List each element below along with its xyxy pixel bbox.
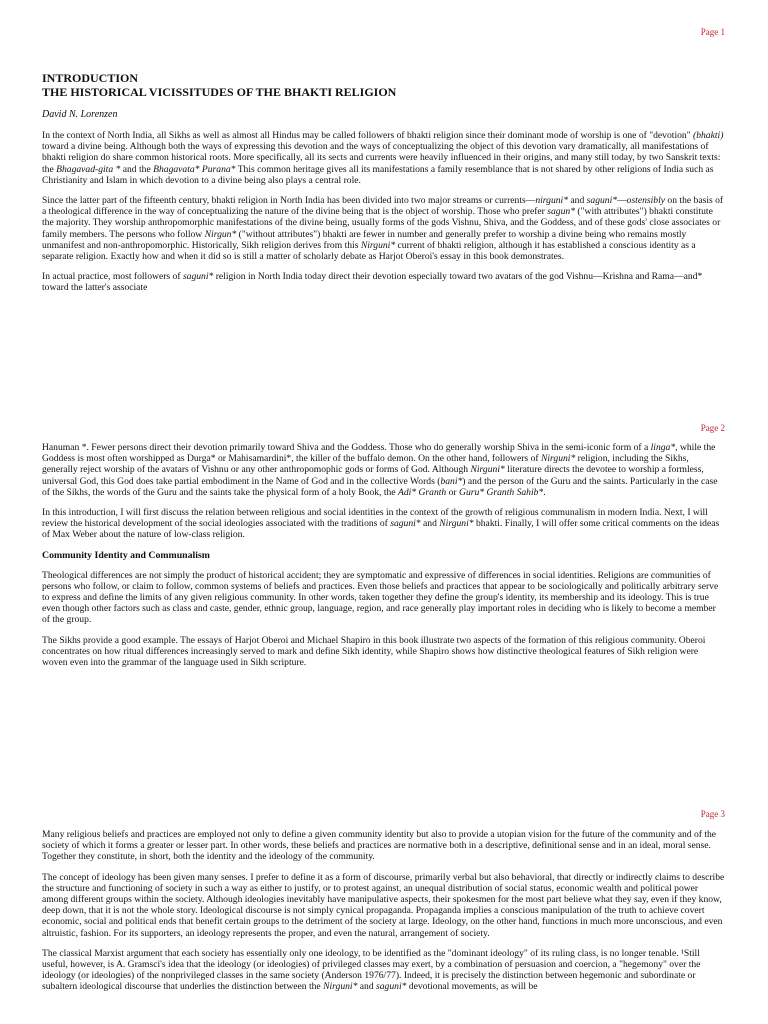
italic-text: sagun* <box>547 206 575 218</box>
text-run: The Sikhs provide a good example. The essays of Harjot Oberoi and Michael Shapiro in this book illustrate two aspects of the formation of this religious community. Oberoi concentrates on how ritual differences increasingly served to mark and define Sikh identity, while Shapiro shows how distinctive theological features of Sikh religion were woven even into the grammar of the language used in Sikh scripture. <box>42 634 706 669</box>
page-2-body <box>42 442 726 677</box>
chapter-title-line-1: INTRODUCTION <box>42 71 139 85</box>
page-3-body <box>42 829 726 1002</box>
text-run: religion, including the Sikhs, generally reject worship of the avatars of Vishnu or any other anthropomophic gods or forms of God. Although <box>42 453 689 476</box>
text-run: In the context of North India, all Sikhs as well as almost all Hindus may be called followers of bhakti religion since their dominant mode of worship is one of "devotion" <box>42 130 694 141</box>
text-run: . <box>543 486 546 498</box>
text-run: The concept of ideology has been given many senses. I prefer to define it as a form of discourse, primarily verbal but also behavioral, that directly or indirectly claims to describe the structure and functioning of society in such a way as either to justify, or to protest against, an unequal distribution of social status, economic wealth and political power among different groups within the society. Although ideologies inevitably have manipulative aspects, their spokesmen for the most part believe what they say, even if they know, deep down, that it is not the whole story. Ideological discourse is not simply cynical propaganda. Propaganda implies a conscious manipulation of the truth to achieve covert economic, social and political ends that benefit certain groups to the detriment of the society at large. Ideology, on the other hand, functions in much more unconscious, and even altruistic, fashion. For its supporters, an ideology represents the proper, and even the natural, arrangement of society. <box>42 871 725 939</box>
page-number: Page 1 <box>700 27 725 37</box>
text-run: Since the latter part of the fifteenth century, bhakti religion in North India has been divided into two major streams or currents— <box>42 195 536 207</box>
paragraph <box>42 130 726 186</box>
text-run: Hanuman *. Fewer persons direct their devotion primarily toward Shiva and the Goddess. Those who do generally worship Shiva in the semi-iconic form of a <box>42 442 651 453</box>
text-run: devotional movements, as will be <box>406 981 538 993</box>
italic-text: Guru* Granth Sahib* <box>459 486 544 498</box>
paragraph <box>42 635 726 669</box>
italic-text: saguni* <box>390 518 421 530</box>
author-name: David N. Lorenzen <box>42 109 118 120</box>
page-2-paragraphs <box>42 442 726 541</box>
paragraph <box>42 570 726 626</box>
page-3-paragraphs <box>42 829 726 993</box>
italic-text: Nirguni* <box>439 518 474 530</box>
page-number: Page 2 <box>700 423 725 433</box>
italic-text: Nirguni* <box>540 453 576 465</box>
section-heading: Community Identity and Communalism <box>42 549 210 561</box>
text-run: and <box>568 195 587 207</box>
chapter-title-line-2: THE HISTORICAL VICISSITUDES OF THE BHAKTI RELIGION <box>42 84 397 99</box>
paragraph <box>42 507 726 541</box>
text-run: ) and the person of the Guru and the saints. Particularly in the case of the Sikhs, the words of the Guru and the saints take the physical form of a holy Book, the <box>42 475 718 498</box>
text-run: In actual practice, most followers of <box>42 271 183 283</box>
italic-text: Nirguni* <box>470 464 505 476</box>
paragraph <box>42 271 726 293</box>
text-run: literature directs the devotee to worship a formless, universal God, this God does take partial embodiment in the Name of God and in the collective Words ( <box>42 464 704 487</box>
italic-text: Nirguni* <box>323 981 358 993</box>
page-1-body <box>42 72 726 303</box>
italic-text: linga* <box>650 442 676 453</box>
paragraph <box>42 195 726 262</box>
text-run: In this introduction, I will first discuss the relation between religious and social identities in the context of the growth of religious communalism in modern India. Next, I will review the historical development of the social ideologies associated with the traditions of <box>42 507 708 530</box>
text-run: This common heritage gives all its manifestations a family resemblance that is not shared by other religions of India such as Christianity and Islam in which devotion to a divine being also plays a central role. <box>42 163 714 186</box>
italic-text: (bhakti) <box>693 130 724 141</box>
text-run: Many religious beliefs and practices are employed not only to define a given community identity but also to provide a utopian vision for the future of the community and of the society of which it forms a greater or lesser part. In other words, these beliefs and practices are normative both in a descriptive, definitional sense and in an ideal, moral sense. Together they constitute, in short, both the identity and the ideology of the community. <box>42 829 717 863</box>
text-run: religion in North India today direct their devotion especially toward two avatars of the god Vishnu—Krishna and Rama—and* toward the latter's associate <box>42 271 703 294</box>
italic-text: Bhagavata* Purana* <box>153 163 236 175</box>
text-run: or <box>446 486 460 498</box>
text-run: toward a divine being. Although both the ways of expressing this devotion and the ways of conceptualizing the object of this devotion vary dramatically, all manifestations of bhakti religion do share common historical roots. More specifically, all its sects and currents were heavily influenced in their origins, and many still today, by two Sanskrit texts: the <box>42 141 721 175</box>
text-run: ("with attributes") bhakti constitute the majority. They worship anthropomorphic manifestations of the divine being, usually forms of the gods Vishnu, Shiva, and the Goddess, and of these gods' close associates or family members. The persons who follow <box>42 206 721 240</box>
italic-text: Nirguni* <box>360 239 396 251</box>
italic-text: nirguni* <box>535 195 569 207</box>
italic-text: Adi* Granth <box>397 486 447 498</box>
text-run: — <box>617 195 627 207</box>
text-run: current of bhakti religion, although it has established a conscious identity as a separate religion. Exactly how and when it did so is still a matter of scholarly debate as Harjot Oberoi's essay in this book demonstrates. <box>42 239 696 263</box>
italic-text: saguni* <box>376 981 407 993</box>
page-number: Page 3 <box>700 809 725 819</box>
paragraph <box>42 829 726 863</box>
text-run: and <box>420 518 440 530</box>
italic-text: Bhagavad-gita * <box>56 163 121 175</box>
text-run: Theological differences are not simply the product of historical accident; they are symptomatic and expressive of differences in social identities. Religions are communities of persons who follow, or claim to follow, common systems of beliefs and practices. Even those beliefs and practices that appear to be sociologically and politically arbitrary serve to express and define the limits of any given religious community. In other words, taken together they define the group's identity, its membership and its ideology. This is true even though other factors such as class and caste, gender, ethnic group, language, region, and race generally play important roles in deciding who is likely to become a member of the group. <box>42 569 719 626</box>
text-run: and <box>357 981 377 993</box>
text-run: The classical Marxist argument that each society has essentially only one ideology, to be identified as the "dominant ideology" of its ruling class, is no longer tenable. ¹Still useful, however, is A. Gramsci's idea that the ideology (or ideologies) of privileged classes may exert, by a combination of persuasion and coercion, a "hegemony" over the ideology (or ideologies) of the nonprivileged classes in the same society (Anderson 1976/77). Indeed, it is precisely the distinction between hegemonic and subordinate or subaltern ideological discourse that underlies the distinction between the <box>42 947 701 993</box>
paragraph <box>42 442 726 498</box>
text-run: bhakti. Finally, I will offer some critical comments on the ideas of Max Weber about the nature of low-class religion. <box>42 518 720 541</box>
italic-text: saguni* <box>182 271 214 283</box>
paragraph <box>42 872 726 939</box>
italic-text: bani* <box>440 475 463 487</box>
italic-text: saguni* <box>586 195 618 207</box>
italic-text: ostensibly <box>626 195 666 207</box>
text-run: , while the Goddess is most often worshipped as Durga* or Mahisamardini*, the killer of the buffalo demon. On the other hand, followers of <box>42 442 716 465</box>
paragraph <box>42 948 726 993</box>
text-run: ("without attributes") bhakti are fewer in number and generally prefer to worship a divine being who remains mostly unmanifest and non-anthropomorphic. Historically, Sikh religion derives from this <box>42 228 687 251</box>
page-2-paragraphs-after <box>42 570 726 669</box>
text-run: on the basis of a theological difference in the way of conceptualizing the nature of the divine being that is the object of worship. Those who prefer <box>42 195 724 218</box>
page-1-paragraphs <box>42 130 726 294</box>
text-run: and the <box>120 163 154 175</box>
italic-text: Nirgun* <box>204 228 237 240</box>
